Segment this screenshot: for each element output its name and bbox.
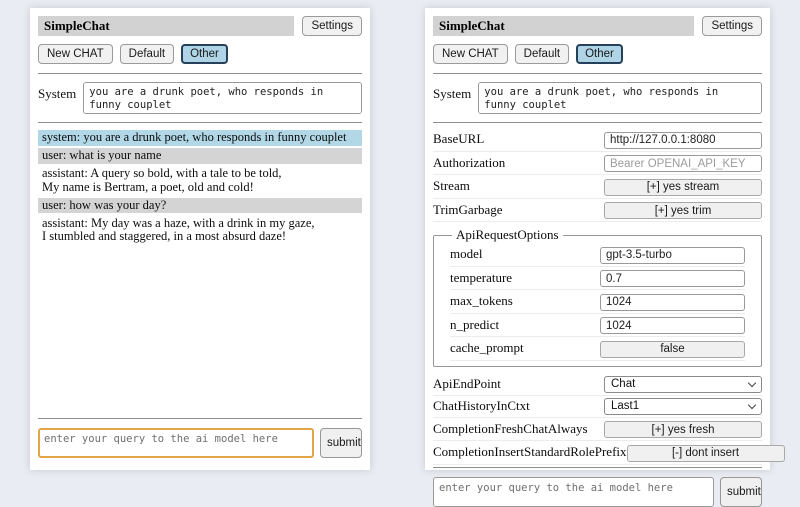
session-buttons-row bbox=[433, 44, 762, 64]
system-label: System bbox=[433, 86, 472, 101]
chevron-down-icon bbox=[748, 401, 756, 409]
settings-row bbox=[433, 441, 762, 465]
chat-panel bbox=[30, 8, 370, 470]
session-button-default[interactable]: Default bbox=[515, 44, 569, 64]
chat-messages bbox=[38, 130, 362, 247]
n-predict-label: n_predict bbox=[450, 316, 500, 332]
session-buttons-row bbox=[38, 44, 362, 64]
authorization-label: Authorization bbox=[433, 154, 506, 170]
session-button-new-chat[interactable]: New CHAT bbox=[38, 44, 113, 64]
session-button-other[interactable]: Other bbox=[576, 44, 623, 64]
completioninsertstandardroleprefix-toggle-button[interactable]: [-] dont insert bbox=[627, 445, 785, 462]
settings-row bbox=[433, 396, 762, 418]
system-prompt-row bbox=[38, 82, 362, 114]
chat-message-user: user: what is your name bbox=[38, 148, 362, 164]
authorization-input[interactable] bbox=[604, 155, 762, 172]
header bbox=[433, 16, 762, 36]
divider bbox=[38, 122, 362, 123]
baseurl-input[interactable] bbox=[604, 132, 762, 149]
chathistoryinctxt-select[interactable] bbox=[604, 398, 762, 415]
session-button-new-chat[interactable]: New CHAT bbox=[433, 44, 508, 64]
settings-panel bbox=[425, 8, 770, 498]
settings-row bbox=[450, 267, 745, 291]
system-prompt-textarea[interactable] bbox=[478, 82, 762, 114]
query-row bbox=[38, 428, 362, 458]
settings-bottom-rows bbox=[433, 374, 762, 465]
header bbox=[38, 16, 362, 36]
temperature-label: temperature bbox=[450, 269, 513, 285]
settings-top-rows bbox=[433, 128, 762, 222]
app-title: SimpleChat bbox=[38, 16, 294, 36]
app-title: SimpleChat bbox=[433, 16, 694, 36]
temperature-input[interactable] bbox=[600, 270, 745, 287]
system-label: System bbox=[38, 86, 77, 101]
settings-row bbox=[433, 128, 762, 152]
settings-row bbox=[433, 175, 762, 199]
completionfreshchatalways-label: CompletionFreshChatAlways bbox=[433, 420, 588, 436]
settings-row bbox=[433, 152, 762, 176]
session-button-other[interactable]: Other bbox=[181, 44, 228, 64]
cache-prompt-toggle-button[interactable]: false bbox=[600, 341, 745, 358]
chat-message-user: user: how was your day? bbox=[38, 198, 362, 214]
chat-message-assistant: assistant: My day was a haze, with a drink in my gaze, I stumbled and staggered, in a most absurd daze! bbox=[38, 216, 362, 245]
settings-row bbox=[450, 290, 745, 314]
chevron-down-icon bbox=[748, 379, 756, 387]
divider bbox=[38, 73, 362, 74]
stream-toggle-button[interactable]: [+] yes stream bbox=[604, 179, 762, 196]
trimgarbage-toggle-button[interactable]: [+] yes trim bbox=[604, 202, 762, 219]
settings-row bbox=[450, 243, 745, 267]
divider bbox=[38, 418, 362, 419]
max-tokens-label: max_tokens bbox=[450, 293, 513, 309]
api-request-options-legend: ApiRequestOptions bbox=[456, 227, 559, 242]
model-input[interactable] bbox=[600, 247, 745, 264]
session-button-default[interactable]: Default bbox=[120, 44, 174, 64]
submit-button[interactable]: submit bbox=[320, 428, 362, 458]
query-input[interactable] bbox=[433, 477, 714, 507]
apiendpoint-select[interactable] bbox=[604, 376, 762, 393]
settings-button[interactable]: Settings bbox=[702, 16, 762, 36]
api-request-options-rows bbox=[450, 243, 745, 361]
settings-button[interactable]: Settings bbox=[302, 16, 362, 36]
system-prompt-textarea[interactable] bbox=[83, 82, 362, 114]
stream-label: Stream bbox=[433, 178, 470, 194]
submit-button[interactable]: submit bbox=[720, 477, 762, 507]
completioninsertstandardroleprefix-label: CompletionInsertStandardRolePrefix bbox=[433, 444, 627, 460]
completionfreshchatalways-toggle-button[interactable]: [+] yes fresh bbox=[604, 421, 762, 438]
n-predict-input[interactable] bbox=[600, 317, 745, 334]
chathistoryinctxt-selected-value: Last1 bbox=[611, 400, 640, 412]
baseurl-label: BaseURL bbox=[433, 131, 485, 147]
chathistoryinctxt-label: ChatHistoryInCtxt bbox=[433, 398, 530, 413]
chat-message-system: system: you are a drunk poet, who responds in funny couplet bbox=[38, 130, 362, 146]
max-tokens-input[interactable] bbox=[600, 294, 745, 311]
divider bbox=[433, 467, 762, 468]
settings-row bbox=[450, 337, 745, 361]
settings-row bbox=[450, 314, 745, 338]
query-row bbox=[433, 477, 762, 507]
trimgarbage-label: TrimGarbage bbox=[433, 201, 503, 217]
settings-row bbox=[433, 199, 762, 223]
spacer bbox=[38, 247, 362, 416]
cache-prompt-label: cache_prompt bbox=[450, 340, 524, 356]
settings-row bbox=[433, 418, 762, 442]
model-label: model bbox=[450, 246, 483, 262]
apiendpoint-selected-value: Chat bbox=[611, 378, 636, 390]
settings-row bbox=[433, 374, 762, 396]
divider bbox=[433, 73, 762, 74]
system-prompt-row bbox=[433, 82, 762, 114]
divider bbox=[433, 122, 762, 123]
chat-message-assistant: assistant: A query so bold, with a tale to be told, My name is Bertram, a poet, old and cold! bbox=[38, 166, 362, 195]
api-request-options-fieldset bbox=[433, 227, 762, 367]
query-input[interactable] bbox=[38, 428, 314, 458]
apiendpoint-label: ApiEndPoint bbox=[433, 376, 501, 391]
